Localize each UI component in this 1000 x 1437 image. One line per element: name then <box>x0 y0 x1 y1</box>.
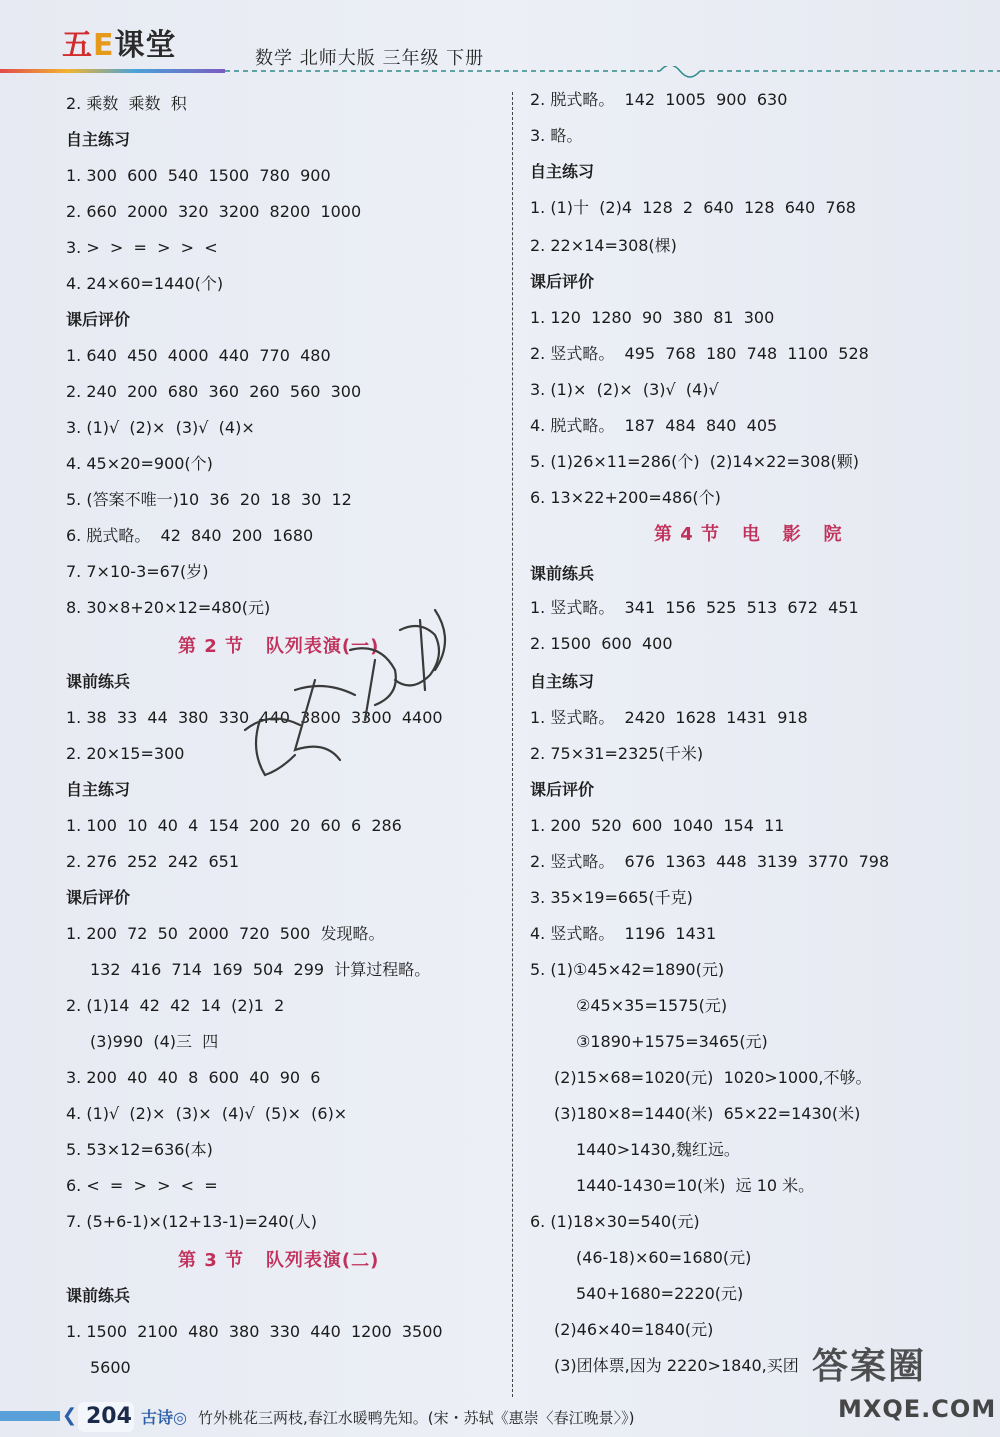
left-answer-line: 1. 1500 2100 480 380 330 440 1200 3500 <box>66 1322 443 1341</box>
header-ribbon-decoration <box>0 66 1000 78</box>
left-answer-line: 8. 30×8+20×12=480(元) <box>66 598 271 617</box>
left-answer-line: 1. 300 600 540 1500 780 900 <box>66 166 331 185</box>
right-answer-line: 5. (1)①45×42=1890(元) <box>530 960 725 979</box>
right-answer-line: 4. 竖式略。 1196 1431 <box>530 924 717 943</box>
left-answer-line: 4. 45×20=900(个) <box>66 454 213 473</box>
left-answer-line: 5. (答案不唯一)10 36 20 18 30 12 <box>66 490 352 509</box>
right-answer-line: 1440-1430=10(米) 远 10 米。 <box>576 1176 815 1195</box>
watermark-url: MXQE.COM <box>838 1395 997 1423</box>
left-answer-line: 2. 20×15=300 <box>66 744 185 763</box>
right-answer-line: (3)180×8=1440(米) 65×22=1430(米) <box>554 1104 861 1123</box>
left-answer-line: 132 416 714 169 504 299 计算过程略。 <box>90 960 431 979</box>
right-answer-line: 1. 200 520 600 1040 154 11 <box>530 816 785 835</box>
right-answer-line: ③1890+1575=3465(元) <box>576 1032 768 1051</box>
right-answer-line: 1. 竖式略。 341 156 525 513 672 451 <box>530 598 859 617</box>
right-answer-line: 6. 13×22+200=486(个) <box>530 488 721 507</box>
left-answer-line: 5. 53×12=636(本) <box>66 1140 213 1159</box>
right-subheading: 课前练兵 <box>530 564 595 583</box>
left-answer-line: 4. (1)√ (2)× (3)× (4)√ (5)× (6)× <box>66 1104 348 1123</box>
footer-poem: 竹外桃花三两枝,春江水暖鸭先知。(宋・苏轼《惠崇〈春江晚景〉》) <box>198 1409 635 1427</box>
left-subheading: 自主练习 <box>66 130 131 149</box>
left-answer-line: 7. 7×10-3=67(岁) <box>66 562 209 581</box>
right-answer-line: 1. 120 1280 90 380 81 300 <box>530 308 775 327</box>
poem-label: 古诗◎ <box>141 1408 187 1427</box>
right-answer-line: 6. (1)18×30=540(元) <box>530 1212 700 1231</box>
right-answer-line: (46-18)×60=1680(元) <box>576 1248 752 1267</box>
right-answer-line: 540+1680=2220(元) <box>576 1284 744 1303</box>
right-answer-line: 1. 竖式略。 2420 1628 1431 918 <box>530 708 808 727</box>
left-subheading: 课后评价 <box>66 310 131 329</box>
handwritten-scribble <box>225 600 475 790</box>
left-section-title: 第 2 节 队列表演(一) <box>178 636 380 657</box>
brand-logo: 五E课堂 <box>62 28 177 63</box>
left-answer-line: 1. 640 450 4000 440 770 480 <box>66 346 331 365</box>
right-answer-line: (2)46×40=1840(元) <box>554 1320 714 1339</box>
right-answer-line: (3)团体票,因为 2220>1840,买团 <box>554 1356 799 1375</box>
left-subheading: 课前练兵 <box>66 1286 131 1305</box>
left-answer-line: 3. > > = > > < <box>66 238 218 257</box>
right-answer-line: 4. 脱式略。 187 484 840 405 <box>530 416 778 435</box>
left-answer-line: 3. 200 40 40 8 600 40 90 6 <box>66 1068 321 1087</box>
left-answer-line: 2. 276 252 242 651 <box>66 852 240 871</box>
right-subheading: 课后评价 <box>530 780 595 799</box>
right-subheading: 自主练习 <box>530 672 595 691</box>
right-answer-line: 2. 1500 600 400 <box>530 634 673 653</box>
right-subheading: 课后评价 <box>530 272 595 291</box>
left-answer-line: 1. 38 33 44 380 330 440 3800 3300 4400 <box>66 708 443 727</box>
right-answer-line: (2)15×68=1020(元) 1020>1000,不够。 <box>554 1068 872 1087</box>
right-answer-line: 3. (1)× (2)× (3)√ (4)√ <box>530 380 719 399</box>
page-number: 204 <box>86 1404 132 1429</box>
right-answer-line: 2. 22×14=308(棵) <box>530 236 677 255</box>
left-subheading: 课后评价 <box>66 888 131 907</box>
right-answer-line: 2. 竖式略。 676 1363 448 3139 3770 798 <box>530 852 890 871</box>
page-header <box>0 0 1000 80</box>
left-answer-line: 2. 240 200 680 360 260 560 300 <box>66 382 362 401</box>
right-answer-line: 3. 略。 <box>530 126 583 145</box>
left-answer-line: 4. 24×60=1440(个) <box>66 274 224 293</box>
left-subheading: 自主练习 <box>66 780 131 799</box>
right-answer-line: 2. 竖式略。 495 768 180 748 1100 528 <box>530 344 869 363</box>
right-answer-line: 1. (1)十 (2)4 128 2 640 128 640 768 <box>530 198 856 217</box>
right-answer-line: 1440>1430,魏红远。 <box>576 1140 740 1159</box>
left-answer-line: 2. 乘数 乘数 积 <box>66 94 187 113</box>
right-section-title: 第 4 节 电 影 院 <box>654 524 843 545</box>
left-answer-line: 1. 200 72 50 2000 720 500 发现略。 <box>66 924 385 943</box>
book-subtitle: 数学 北师大版 三年级 下册 <box>255 48 485 69</box>
right-subheading: 自主练习 <box>530 162 595 181</box>
left-answer-line: (3)990 (4)三 四 <box>90 1032 219 1051</box>
left-answer-line: 1. 100 10 40 4 154 200 20 60 6 286 <box>66 816 402 835</box>
left-answer-line: 5600 <box>90 1358 131 1377</box>
left-answer-line: 6. < = > > < = <box>66 1176 218 1195</box>
watermark-logo: 答案圈 <box>812 1346 927 1387</box>
left-answer-line: 6. 脱式略。 42 840 200 1680 <box>66 526 314 545</box>
left-answer-line: 2. 660 2000 320 3200 8200 1000 <box>66 202 362 221</box>
right-answer-line: 3. 35×19=665(千克) <box>530 888 693 907</box>
column-divider <box>512 92 513 1397</box>
left-answer-line: 3. (1)√ (2)× (3)√ (4)× <box>66 418 255 437</box>
left-answer-line: 7. (5+6-1)×(12+13-1)=240(人) <box>66 1212 317 1231</box>
left-answer-line: 2. (1)14 42 42 14 (2)1 2 <box>66 996 285 1015</box>
right-answer-line: 2. 脱式略。 142 1005 900 630 <box>530 90 788 109</box>
left-subheading: 课前练兵 <box>66 672 131 691</box>
chevron-left-icon: ❮ <box>62 1405 78 1426</box>
left-section-title: 第 3 节 队列表演(二) <box>178 1250 380 1271</box>
right-answer-line: 2. 75×31=2325(千米) <box>530 744 704 763</box>
right-answer-line: 5. (1)26×11=286(个) (2)14×22=308(颗) <box>530 452 859 471</box>
right-answer-line: ②45×35=1575(元) <box>576 996 728 1015</box>
